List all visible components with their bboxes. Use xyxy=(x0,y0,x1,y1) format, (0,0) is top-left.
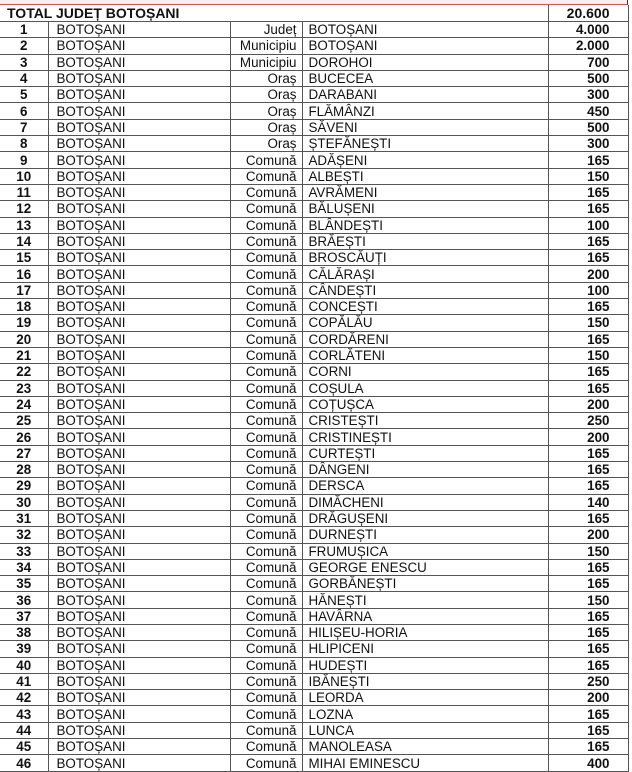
unit-type-cell: Comună xyxy=(230,592,302,608)
row-number: 27 xyxy=(0,445,48,461)
table-row xyxy=(0,624,628,640)
unit-type-cell: Comună xyxy=(230,510,302,526)
unit-type-cell: Comună xyxy=(230,217,302,233)
amount-cell: 165 xyxy=(548,364,628,380)
table-row xyxy=(0,739,628,755)
amount-cell: 140 xyxy=(548,494,628,510)
row-number: 17 xyxy=(0,282,48,298)
locality-cell: CORLĂTENI xyxy=(302,347,548,363)
amount-cell: 165 xyxy=(548,608,628,624)
locality-cell: HILIȘEU-HORIA xyxy=(302,624,548,640)
county-cell: BOTOȘANI xyxy=(48,315,230,331)
unit-type-cell: Municipiu xyxy=(230,54,302,70)
unit-type-cell: Comună xyxy=(230,380,302,396)
amount-cell: 165 xyxy=(548,510,628,526)
locality-cell: HĂNEȘTI xyxy=(302,592,548,608)
unit-type-cell: Comună xyxy=(230,462,302,478)
locality-cell: BLÂNDEȘTI xyxy=(302,217,548,233)
county-cell: BOTOȘANI xyxy=(48,119,230,135)
unit-type-cell: Comună xyxy=(230,673,302,689)
row-number: 25 xyxy=(0,413,48,429)
county-cell: BOTOȘANI xyxy=(48,233,230,249)
table-row xyxy=(0,315,628,331)
amount-cell: 165 xyxy=(548,331,628,347)
locality-cell: CÂNDEȘTI xyxy=(302,282,548,298)
total-row xyxy=(0,5,628,22)
table-row xyxy=(0,119,628,135)
row-number: 18 xyxy=(0,299,48,315)
locality-cell: ȘTEFĂNEȘTI xyxy=(302,136,548,152)
amount-cell: 165 xyxy=(548,184,628,200)
table-row xyxy=(0,233,628,249)
table-row xyxy=(0,608,628,624)
locality-cell: DOROHOI xyxy=(302,54,548,70)
table-row xyxy=(0,38,628,54)
county-cell: BOTOȘANI xyxy=(48,282,230,298)
county-cell: BOTOȘANI xyxy=(48,576,230,592)
row-number: 38 xyxy=(0,624,48,640)
locality-cell: COȘULA xyxy=(302,380,548,396)
county-cell: BOTOȘANI xyxy=(48,755,230,771)
total-label: TOTAL JUDEȚ BOTOȘANI xyxy=(0,5,548,22)
amount-cell: 165 xyxy=(548,722,628,738)
table-row xyxy=(0,494,628,510)
unit-type-cell: Comună xyxy=(230,152,302,168)
county-cell: BOTOȘANI xyxy=(48,70,230,86)
table-row xyxy=(0,347,628,363)
table-row xyxy=(0,673,628,689)
locality-cell: BĂLUȘENI xyxy=(302,201,548,217)
unit-type-cell: Comună xyxy=(230,364,302,380)
amount-cell: 165 xyxy=(548,445,628,461)
county-cell: BOTOȘANI xyxy=(48,608,230,624)
table-row xyxy=(0,22,628,38)
locality-cell: FRUMUȘICA xyxy=(302,543,548,559)
unit-type-cell: Comună xyxy=(230,559,302,575)
table-row xyxy=(0,510,628,526)
amount-cell: 165 xyxy=(548,380,628,396)
clipped-previous-row xyxy=(0,0,628,5)
locality-cell: LEORDA xyxy=(302,690,548,706)
row-number: 21 xyxy=(0,347,48,363)
row-number: 7 xyxy=(0,119,48,135)
row-number: 39 xyxy=(0,641,48,657)
table-row xyxy=(0,152,628,168)
locality-cell: IBĂNEȘTI xyxy=(302,673,548,689)
locality-cell: DÂNGENI xyxy=(302,462,548,478)
unit-type-cell: Comună xyxy=(230,347,302,363)
locality-cell: CRISTINEȘTI xyxy=(302,429,548,445)
row-number: 3 xyxy=(0,54,48,70)
table-row xyxy=(0,70,628,86)
amount-cell: 2.000 xyxy=(548,38,628,54)
amount-cell: 150 xyxy=(548,592,628,608)
amount-cell: 250 xyxy=(548,413,628,429)
amount-cell: 450 xyxy=(548,103,628,119)
unit-type-cell: Comună xyxy=(230,576,302,592)
table-row xyxy=(0,543,628,559)
county-cell: BOTOȘANI xyxy=(48,347,230,363)
locality-cell: LUNCA xyxy=(302,722,548,738)
unit-type-cell: Comună xyxy=(230,250,302,266)
amount-cell: 4.000 xyxy=(548,22,628,38)
row-number: 30 xyxy=(0,494,48,510)
amount-cell: 165 xyxy=(548,657,628,673)
locality-cell: MIHAI EMINESCU xyxy=(302,755,548,771)
table-row xyxy=(0,266,628,282)
row-number: 46 xyxy=(0,755,48,771)
amount-cell: 165 xyxy=(548,462,628,478)
table-row xyxy=(0,184,628,200)
amount-cell: 250 xyxy=(548,673,628,689)
row-number: 4 xyxy=(0,70,48,86)
row-number: 13 xyxy=(0,217,48,233)
county-cell: BOTOȘANI xyxy=(48,22,230,38)
row-number: 36 xyxy=(0,592,48,608)
unit-type-cell: Comună xyxy=(230,184,302,200)
table-row xyxy=(0,299,628,315)
table-row xyxy=(0,364,628,380)
locality-cell: BOTOȘANI xyxy=(302,38,548,54)
table-row xyxy=(0,331,628,347)
county-cell: BOTOȘANI xyxy=(48,462,230,478)
allocation-table xyxy=(0,5,629,772)
county-cell: BOTOȘANI xyxy=(48,364,230,380)
locality-cell: CĂLĂRAȘI xyxy=(302,266,548,282)
table-row xyxy=(0,201,628,217)
row-number: 15 xyxy=(0,250,48,266)
county-cell: BOTOȘANI xyxy=(48,184,230,200)
row-number: 35 xyxy=(0,576,48,592)
locality-cell: BUCECEA xyxy=(302,70,548,86)
table-row xyxy=(0,429,628,445)
locality-cell: DERSCA xyxy=(302,478,548,494)
county-cell: BOTOȘANI xyxy=(48,201,230,217)
table-row xyxy=(0,576,628,592)
county-cell: BOTOȘANI xyxy=(48,380,230,396)
locality-cell: GORBĂNEȘTI xyxy=(302,576,548,592)
table-row xyxy=(0,282,628,298)
table-row xyxy=(0,54,628,70)
locality-cell: ALBEȘTI xyxy=(302,168,548,184)
table-row xyxy=(0,413,628,429)
unit-type-cell: Comună xyxy=(230,266,302,282)
unit-type-cell: Comună xyxy=(230,168,302,184)
county-cell: BOTOȘANI xyxy=(48,168,230,184)
county-cell: BOTOȘANI xyxy=(48,266,230,282)
locality-cell: BROSCĂUȚI xyxy=(302,250,548,266)
row-number: 43 xyxy=(0,706,48,722)
unit-type-cell: Oraș xyxy=(230,87,302,103)
amount-cell: 100 xyxy=(548,217,628,233)
county-cell: BOTOȘANI xyxy=(48,38,230,54)
amount-cell: 300 xyxy=(548,87,628,103)
amount-cell: 200 xyxy=(548,527,628,543)
table-row xyxy=(0,136,628,152)
unit-type-cell: Comună xyxy=(230,299,302,315)
total-value: 20.600 xyxy=(548,5,628,22)
row-number: 41 xyxy=(0,673,48,689)
unit-type-cell: Comună xyxy=(230,706,302,722)
county-cell: BOTOȘANI xyxy=(48,641,230,657)
row-number: 8 xyxy=(0,136,48,152)
county-cell: BOTOȘANI xyxy=(48,673,230,689)
amount-cell: 165 xyxy=(548,739,628,755)
unit-type-cell: Comună xyxy=(230,201,302,217)
amount-cell: 165 xyxy=(548,624,628,640)
row-number: 12 xyxy=(0,201,48,217)
row-number: 40 xyxy=(0,657,48,673)
county-cell: BOTOȘANI xyxy=(48,592,230,608)
county-cell: BOTOȘANI xyxy=(48,396,230,412)
amount-cell: 150 xyxy=(548,347,628,363)
amount-cell: 165 xyxy=(548,706,628,722)
row-number: 16 xyxy=(0,266,48,282)
amount-cell: 200 xyxy=(548,690,628,706)
county-cell: BOTOȘANI xyxy=(48,54,230,70)
amount-cell: 150 xyxy=(548,168,628,184)
amount-cell: 165 xyxy=(548,478,628,494)
amount-cell: 500 xyxy=(548,70,628,86)
locality-cell: HAVÂRNA xyxy=(302,608,548,624)
table-row xyxy=(0,657,628,673)
unit-type-cell: Oraș xyxy=(230,103,302,119)
table-row xyxy=(0,722,628,738)
table-row xyxy=(0,445,628,461)
locality-cell: LOZNA xyxy=(302,706,548,722)
amount-cell: 200 xyxy=(548,396,628,412)
table-row xyxy=(0,527,628,543)
row-number: 26 xyxy=(0,429,48,445)
unit-type-cell: Comună xyxy=(230,233,302,249)
locality-cell: CRISTEȘTI xyxy=(302,413,548,429)
unit-type-cell: Comună xyxy=(230,690,302,706)
row-number: 42 xyxy=(0,690,48,706)
locality-cell: HLIPICENI xyxy=(302,641,548,657)
amount-cell: 400 xyxy=(548,755,628,771)
table-row xyxy=(0,217,628,233)
county-cell: BOTOȘANI xyxy=(48,478,230,494)
county-cell: BOTOȘANI xyxy=(48,299,230,315)
row-number: 11 xyxy=(0,184,48,200)
locality-cell: HUDEȘTI xyxy=(302,657,548,673)
amount-cell: 200 xyxy=(548,429,628,445)
unit-type-cell: Comună xyxy=(230,755,302,771)
locality-cell: ADĂȘENI xyxy=(302,152,548,168)
amount-cell: 200 xyxy=(548,266,628,282)
table-row xyxy=(0,168,628,184)
county-cell: BOTOȘANI xyxy=(48,739,230,755)
county-cell: BOTOȘANI xyxy=(48,494,230,510)
locality-cell: CORDĂRENI xyxy=(302,331,548,347)
amount-cell: 165 xyxy=(548,559,628,575)
county-cell: BOTOȘANI xyxy=(48,250,230,266)
county-cell: BOTOȘANI xyxy=(48,429,230,445)
row-number: 1 xyxy=(0,22,48,38)
county-cell: BOTOȘANI xyxy=(48,657,230,673)
amount-cell: 165 xyxy=(548,299,628,315)
county-cell: BOTOȘANI xyxy=(48,543,230,559)
locality-cell: CURTEȘTI xyxy=(302,445,548,461)
unit-type-cell: Comună xyxy=(230,722,302,738)
row-number: 33 xyxy=(0,543,48,559)
locality-cell: BOTOȘANI xyxy=(302,22,548,38)
amount-cell: 165 xyxy=(548,201,628,217)
amount-cell: 500 xyxy=(548,119,628,135)
amount-cell: 165 xyxy=(548,250,628,266)
locality-cell: DARABANI xyxy=(302,87,548,103)
amount-cell: 700 xyxy=(548,54,628,70)
locality-cell: BRĂEȘTI xyxy=(302,233,548,249)
county-cell: BOTOȘANI xyxy=(48,722,230,738)
row-number: 14 xyxy=(0,233,48,249)
locality-cell: COȚUȘCA xyxy=(302,396,548,412)
locality-cell: SĂVENI xyxy=(302,119,548,135)
row-number: 31 xyxy=(0,510,48,526)
locality-cell: DURNEȘTI xyxy=(302,527,548,543)
row-number: 28 xyxy=(0,462,48,478)
row-number: 37 xyxy=(0,608,48,624)
county-cell: BOTOȘANI xyxy=(48,624,230,640)
row-number: 19 xyxy=(0,315,48,331)
county-cell: BOTOȘANI xyxy=(48,559,230,575)
unit-type-cell: Comună xyxy=(230,429,302,445)
county-cell: BOTOȘANI xyxy=(48,136,230,152)
locality-cell: COPĂLĂU xyxy=(302,315,548,331)
row-number: 6 xyxy=(0,103,48,119)
row-number: 9 xyxy=(0,152,48,168)
unit-type-cell: Județ xyxy=(230,22,302,38)
unit-type-cell: Comună xyxy=(230,494,302,510)
table-row xyxy=(0,559,628,575)
unit-type-cell: Comună xyxy=(230,527,302,543)
row-number: 32 xyxy=(0,527,48,543)
table-row xyxy=(0,755,628,771)
row-number: 2 xyxy=(0,38,48,54)
unit-type-cell: Comună xyxy=(230,331,302,347)
county-cell: BOTOȘANI xyxy=(48,87,230,103)
unit-type-cell: Comună xyxy=(230,624,302,640)
county-cell: BOTOȘANI xyxy=(48,103,230,119)
row-number: 10 xyxy=(0,168,48,184)
locality-cell: AVRĂMENI xyxy=(302,184,548,200)
amount-cell: 150 xyxy=(548,543,628,559)
row-number: 22 xyxy=(0,364,48,380)
county-cell: BOTOȘANI xyxy=(48,217,230,233)
table-row xyxy=(0,250,628,266)
unit-type-cell: Comună xyxy=(230,641,302,657)
row-number: 45 xyxy=(0,739,48,755)
locality-cell: DRĂGUȘENI xyxy=(302,510,548,526)
table-row xyxy=(0,380,628,396)
locality-cell: FLĂMÂNZI xyxy=(302,103,548,119)
row-number: 20 xyxy=(0,331,48,347)
county-cell: BOTOȘANI xyxy=(48,445,230,461)
county-cell: BOTOȘANI xyxy=(48,690,230,706)
table-row xyxy=(0,641,628,657)
amount-cell: 165 xyxy=(548,641,628,657)
county-cell: BOTOȘANI xyxy=(48,152,230,168)
unit-type-cell: Comună xyxy=(230,315,302,331)
table-row xyxy=(0,103,628,119)
table-row xyxy=(0,87,628,103)
amount-cell: 300 xyxy=(548,136,628,152)
unit-type-cell: Comună xyxy=(230,478,302,494)
unit-type-cell: Comună xyxy=(230,413,302,429)
unit-type-cell: Oraș xyxy=(230,136,302,152)
locality-cell: MANOLEASA xyxy=(302,739,548,755)
amount-cell: 165 xyxy=(548,152,628,168)
unit-type-cell: Oraș xyxy=(230,70,302,86)
locality-cell: CONCEȘTI xyxy=(302,299,548,315)
table-row xyxy=(0,478,628,494)
county-cell: BOTOȘANI xyxy=(48,527,230,543)
unit-type-cell: Comună xyxy=(230,608,302,624)
locality-cell: CORNI xyxy=(302,364,548,380)
unit-type-cell: Comună xyxy=(230,739,302,755)
table-row xyxy=(0,690,628,706)
table-row xyxy=(0,706,628,722)
row-number: 44 xyxy=(0,722,48,738)
unit-type-cell: Municipiu xyxy=(230,38,302,54)
county-cell: BOTOȘANI xyxy=(48,510,230,526)
unit-type-cell: Oraș xyxy=(230,119,302,135)
amount-cell: 165 xyxy=(548,233,628,249)
unit-type-cell: Comună xyxy=(230,543,302,559)
unit-type-cell: Comună xyxy=(230,657,302,673)
locality-cell: GEORGE ENESCU xyxy=(302,559,548,575)
amount-cell: 150 xyxy=(548,315,628,331)
county-cell: BOTOȘANI xyxy=(48,331,230,347)
amount-cell: 100 xyxy=(548,282,628,298)
county-cell: BOTOȘANI xyxy=(48,706,230,722)
unit-type-cell: Comună xyxy=(230,445,302,461)
table-row xyxy=(0,592,628,608)
unit-type-cell: Comună xyxy=(230,282,302,298)
table-row xyxy=(0,462,628,478)
row-number: 24 xyxy=(0,396,48,412)
row-number: 5 xyxy=(0,87,48,103)
table-row xyxy=(0,396,628,412)
county-cell: BOTOȘANI xyxy=(48,413,230,429)
amount-cell: 165 xyxy=(548,576,628,592)
unit-type-cell: Comună xyxy=(230,396,302,412)
row-number: 29 xyxy=(0,478,48,494)
row-number: 34 xyxy=(0,559,48,575)
row-number: 23 xyxy=(0,380,48,396)
locality-cell: DIMĂCHENI xyxy=(302,494,548,510)
